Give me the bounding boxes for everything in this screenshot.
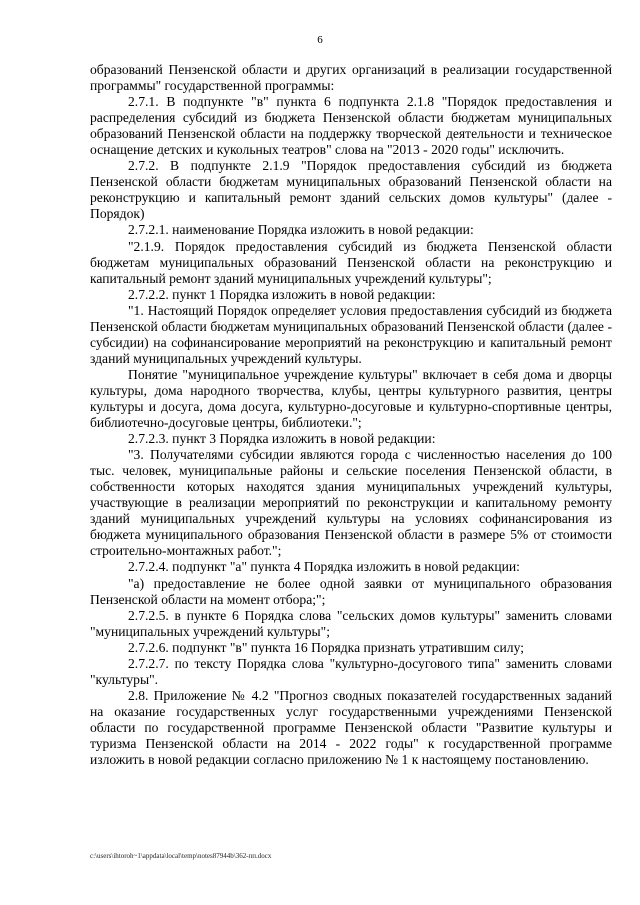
paragraph: 2.8. Приложение № 4.2 "Прогноз сводных показателей государственных заданий на оказание государственных услуг государственными учреждениями Пензенской области по государственной программе Пензенской области "Развитие культуры и туризма Пензенской области на 2014 - 2022 годы" к государственной программе изложить в новой редакции согласно приложению № 1 к настоящему постановлению. [90,687,612,768]
paragraph: 2.7.2.7. по тексту Порядка слова "культурно-досугового типа" заменить словами "культуры". [90,655,612,687]
paragraph: "а) предоставление не более одной заявки от муниципального образования Пензенской области на момент отбора;"; [90,575,612,607]
paragraph: 2.7.2.1. наименование Порядка изложить в новой редакции: [128,222,474,238]
document-body [90,62,612,768]
paragraph: образований Пензенской области и других организаций в реализации государственной программы" государственной программы: [90,62,612,94]
page-number: 6 [317,34,323,46]
paragraph: 2.7.2.5. в пункте 6 Порядка слова "сельских домов культуры" заменить словами "муниципальных учреждений культуры"; [90,607,612,639]
paragraph: 2.7.2. В подпункте 2.1.9 "Порядок предоставления субсидий из бюджета Пензенской области бюджетам муниципальных образований Пензенской области на реконструкцию и капитальный ремонт зданий сельских домов культуры" (далее - Порядок) [90,158,612,222]
paragraph: 2.7.1. В подпункте "в" пункта 6 подпункта 2.1.8 "Порядок предоставления и распределения субсидий из бюджета Пензенской области бюджетам муниципальных образований Пензенской области на поддержку творческой деятельности и техническое оснащение детских и кукольных театров" слова на "2013 - 2020 годы" исключить. [90,94,612,158]
paragraph: Понятие "муниципальное учреждение культуры" включает в себя дома и дворцы культуры, дома народного творчества, клубы, центры культурного развития, центры культуры и досуга, дома досуга, культурно-досуговые и культурно-спортивные центры, библиотечно-досуговые центры, библиотеки."; [90,366,612,431]
paragraph: 2.7.2.6. подпункт "в" пункта 16 Порядка признать утратившим силу; [128,639,524,655]
paragraph: 2.7.2.2. пункт 1 Порядка изложить в новой редакции: [128,286,436,302]
paragraph: 2.7.2.3. пункт 3 Порядка изложить в новой редакции: [128,431,436,447]
paragraph: "2.1.9. Порядок предоставления субсидий из бюджета Пензенской области бюджетам муниципальных образований Пензенской области на реконструкцию и капитальный ремонт зданий муниципальных учреждений культуры"; [90,238,612,286]
paragraph: 2.7.2.4. подпункт "а" пункта 4 Порядка изложить в новой редакции: [128,559,520,575]
paragraph: "3. Получателями субсидии являются города с численностью населения до 100 тыс. человек, муниципальные районы и сельские поселения Пензенской области, в собственности которых находятся здания муниципальных учреждений культуры, участвующие в реализации мероприятий по реконструкции и капитальному ремонту зданий муниципальных учреждений культуры на условиях софинансирования из бюджета муниципального образования Пензенской области в размере 5% от стоимости строительно-монтажных работ."; [90,447,612,559]
footer-file-path: c:\users\ihtoroh~1\appdata\local\temp\notes87944b\362-пп.docx [90,852,272,860]
paragraph: "1. Настоящий Порядок определяет условия предоставления субсидий из бюджета Пензенской области бюджетам муниципальных образований Пензенской области (далее - субсидии) на софинансирование мероприятий на реконструкцию и капитальный ремонт зданий муниципальных учреждений культуры. [90,302,612,366]
